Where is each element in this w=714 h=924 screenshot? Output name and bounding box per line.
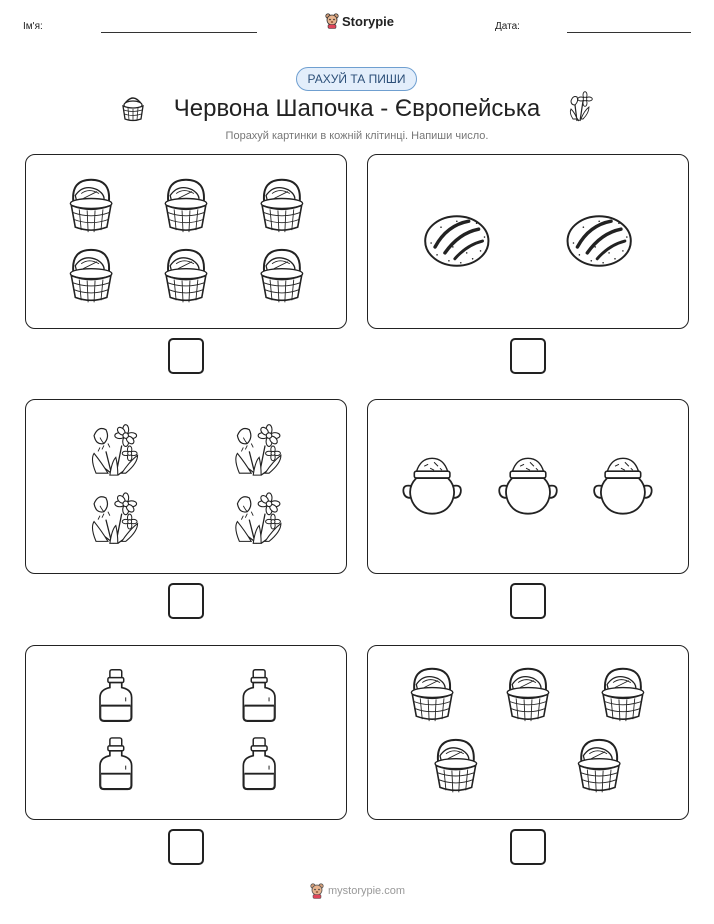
bottle-icon	[100, 738, 132, 789]
instructions: Порахуй картинки в кожній клітинці. Напиши число.	[225, 130, 489, 142]
bottle-icon	[100, 670, 132, 721]
basket-icon	[70, 250, 112, 302]
flowers-icon	[565, 91, 595, 123]
basket-icon	[118, 91, 148, 123]
storypie-logo	[325, 13, 394, 29]
counting-panel-6	[367, 645, 689, 820]
basket-icon	[261, 180, 303, 232]
date-field[interactable]	[567, 32, 691, 33]
basket-icon	[70, 180, 112, 232]
flowers-icon	[236, 493, 281, 543]
basket-icon	[261, 250, 303, 302]
flowers-icon	[92, 493, 137, 543]
bottle-icon	[243, 670, 275, 721]
basket-icon	[602, 669, 644, 721]
basket-icon	[435, 740, 477, 792]
basket-icon	[411, 669, 453, 721]
counting-panel-3	[25, 399, 347, 574]
name-field[interactable]	[101, 32, 257, 33]
basket-icon	[165, 180, 207, 232]
bread-loaf-icon	[425, 216, 488, 265]
answer-box-4[interactable]	[510, 583, 546, 619]
answer-box-1[interactable]	[168, 338, 204, 374]
answer-box-5[interactable]	[168, 829, 204, 865]
counting-panel-4	[367, 399, 689, 574]
basket-icon	[578, 740, 620, 792]
brand-name: Storypie	[342, 13, 395, 29]
answer-box-6[interactable]	[510, 829, 546, 865]
basket-icon	[165, 250, 207, 302]
date-label: Дата:	[495, 21, 520, 32]
name-label: Ім'я:	[23, 21, 43, 32]
pot-icon	[594, 458, 652, 513]
page-title: Червона Шапочка - Європейська	[173, 95, 541, 122]
activity-badge: РАХУЙ ТА ПИШИ	[296, 67, 417, 91]
flowers-icon	[92, 425, 137, 475]
bread-loaf-icon	[568, 216, 631, 265]
footer-url[interactable]: mystorypie.com	[328, 885, 406, 897]
answer-box-3[interactable]	[168, 583, 204, 619]
counting-panel-1	[25, 154, 347, 329]
pot-icon	[499, 458, 557, 513]
counting-panel-2	[367, 154, 689, 329]
bottle-icon	[243, 738, 275, 789]
counting-panel-5	[25, 645, 347, 820]
basket-icon	[507, 669, 549, 721]
pot-icon	[403, 458, 461, 513]
answer-box-2[interactable]	[510, 338, 546, 374]
footer	[310, 883, 405, 899]
bear-mascot-icon	[310, 883, 324, 899]
bear-mascot-icon	[325, 13, 339, 29]
flowers-icon	[236, 425, 281, 475]
